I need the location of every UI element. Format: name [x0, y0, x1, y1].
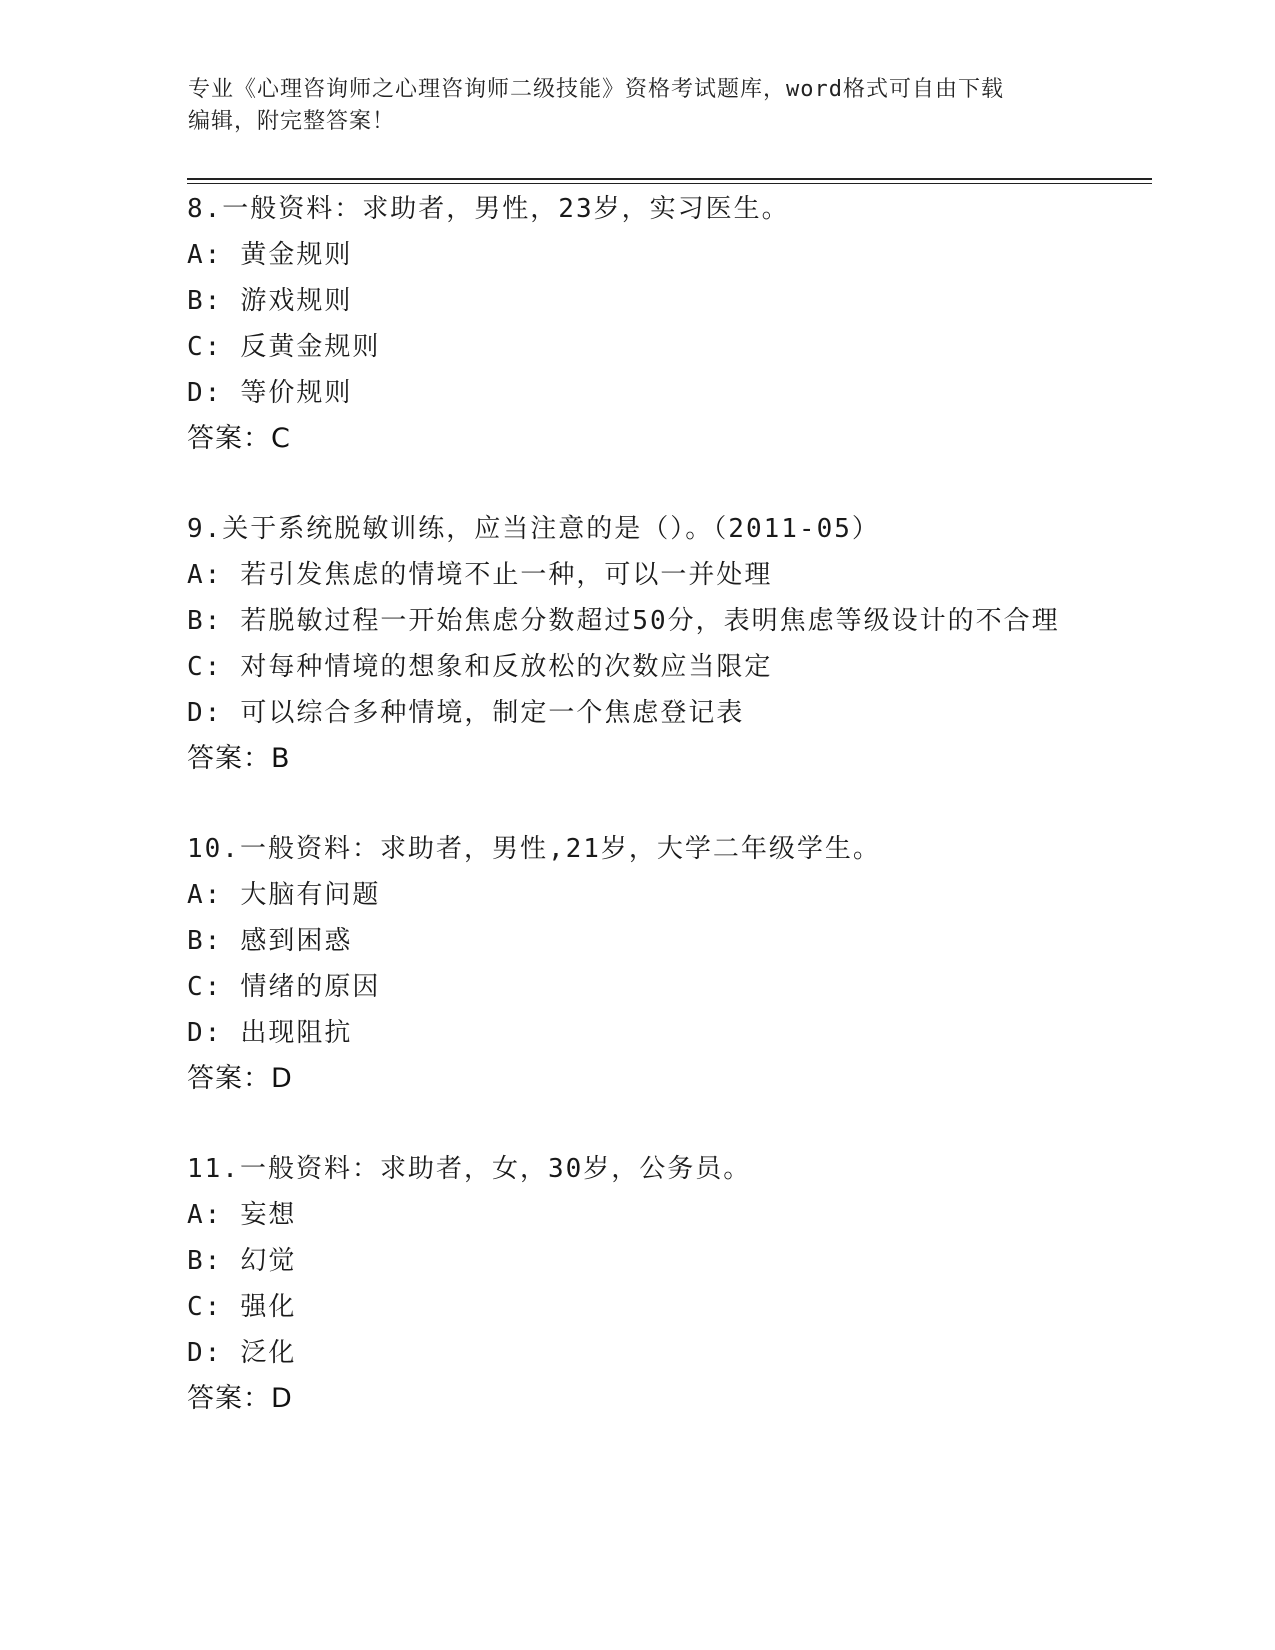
option-text: 对每种情境的想象和反放松的次数应当限定: [240, 652, 773, 682]
header-divider-thin: [187, 183, 1152, 184]
option-b: [187, 278, 1077, 324]
option-b: [187, 1238, 1077, 1284]
option-label: D:: [187, 378, 223, 408]
option-text: 泛化: [240, 1338, 297, 1368]
option-text: 若脱敏过程一开始焦虑分数超过50分，表明焦虑等级设计的不合理: [240, 606, 1060, 636]
option-label: C:: [187, 652, 223, 682]
option-a: [187, 232, 1077, 278]
question-11: [187, 1146, 1077, 1422]
option-label: A:: [187, 560, 223, 590]
option-label: D:: [187, 1018, 223, 1048]
document-header: [188, 74, 1078, 138]
option-label: C:: [187, 332, 223, 362]
question-stem: 10.一般资料：求助者，男性,21岁，大学二年级学生。: [187, 834, 881, 864]
option-c: [187, 324, 1077, 370]
option-text: 黄金规则: [240, 240, 353, 270]
option-label: A:: [187, 880, 223, 910]
option-text: 出现阻抗: [240, 1018, 353, 1048]
option-a: [187, 552, 1077, 598]
option-text: 妄想: [240, 1200, 297, 1230]
option-d: [187, 1330, 1077, 1376]
option-d: [187, 370, 1077, 416]
question-stem: 9.关于系统脱敏训练，应当注意的是（）。（2011-05）: [187, 514, 880, 544]
answer-line: 答案：B: [187, 743, 291, 774]
question-list: [187, 186, 1077, 1466]
answer-line: 答案：D: [187, 1383, 293, 1414]
option-label: B:: [187, 1246, 223, 1276]
answer-line: 答案：C: [187, 423, 291, 454]
option-c: [187, 964, 1077, 1010]
question-stem: 11.一般资料：求助者，女，30岁，公务员。: [187, 1154, 752, 1184]
option-text: 感到困惑: [240, 926, 353, 956]
option-label: A:: [187, 240, 223, 270]
option-c: [187, 1284, 1077, 1330]
option-text: 强化: [240, 1292, 297, 1322]
question-9: [187, 506, 1077, 782]
option-a: [187, 872, 1077, 918]
option-label: C:: [187, 972, 223, 1002]
option-text: 若引发焦虑的情境不止一种，可以一并处理: [240, 560, 773, 590]
option-label: B:: [187, 286, 223, 316]
option-c: [187, 644, 1077, 690]
question-stem: 8.一般资料：求助者，男性，23岁，实习医生。: [187, 194, 790, 224]
option-b: [187, 918, 1077, 964]
question-8: [187, 186, 1077, 462]
option-b: [187, 598, 1077, 644]
option-label: D:: [187, 698, 223, 728]
option-label: B:: [187, 606, 223, 636]
option-text: 等价规则: [240, 378, 353, 408]
header-line-1: 专业《心理咨询师之心理咨询师二级技能》资格考试题库，word格式可自由下载: [188, 77, 1004, 102]
option-text: 反黄金规则: [240, 332, 381, 362]
option-text: 大脑有问题: [240, 880, 381, 910]
option-d: [187, 1010, 1077, 1056]
option-a: [187, 1192, 1077, 1238]
option-label: D:: [187, 1338, 223, 1368]
header-line-2: 编辑，附完整答案！: [188, 109, 396, 134]
option-label: B:: [187, 926, 223, 956]
header-divider-thick: [187, 178, 1152, 180]
option-label: C:: [187, 1292, 223, 1322]
option-text: 可以综合多种情境，制定一个焦虑登记表: [240, 698, 745, 728]
option-text: 情绪的原因: [240, 972, 381, 1002]
answer-line: 答案：D: [187, 1063, 293, 1094]
option-d: [187, 690, 1077, 736]
option-text: 游戏规则: [240, 286, 353, 316]
option-label: A:: [187, 1200, 223, 1230]
option-text: 幻觉: [240, 1246, 297, 1276]
question-10: [187, 826, 1077, 1102]
